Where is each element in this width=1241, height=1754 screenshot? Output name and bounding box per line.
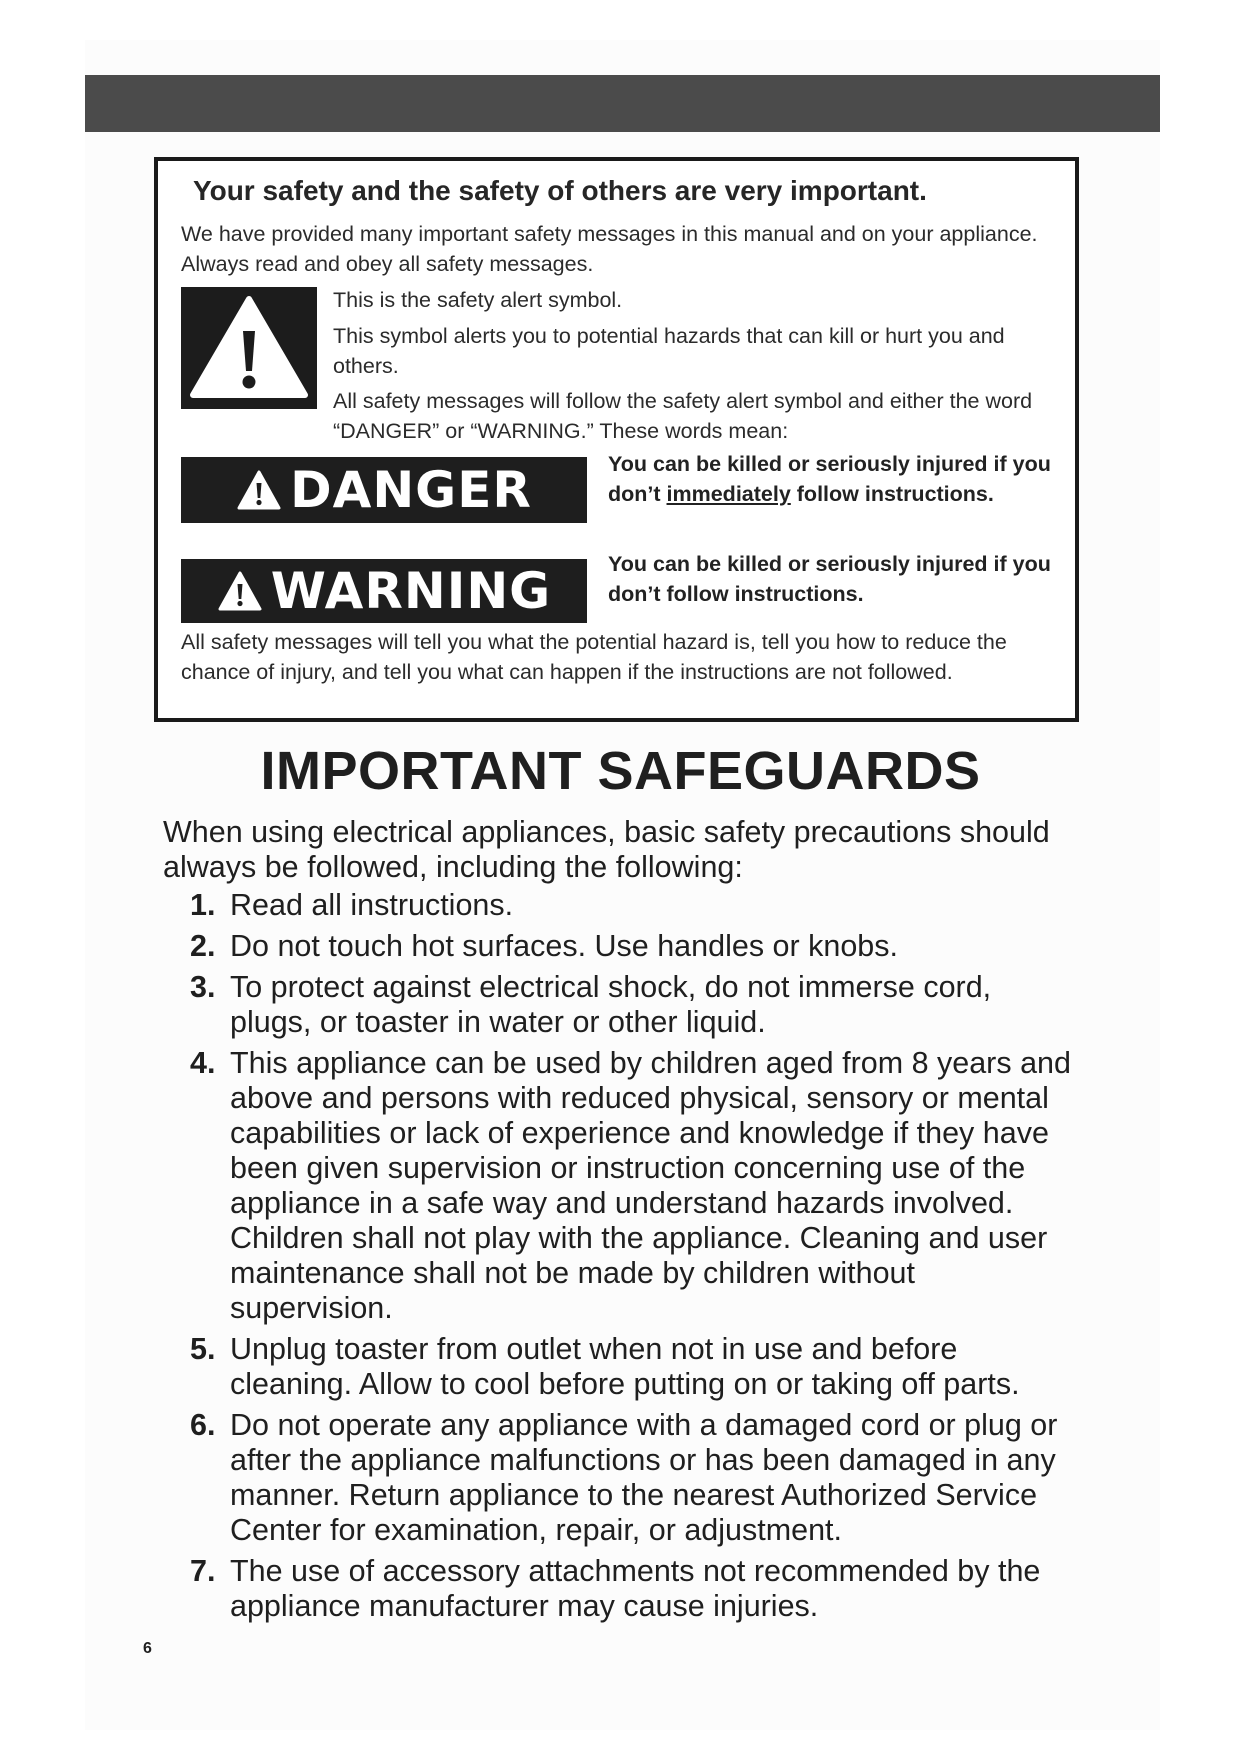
list-item	[190, 1554, 1080, 1624]
safety-outro: All safety messages will tell you what the potential hazard is, tell you how to reduce the chance of injury, and tell you what can happen if the instructions are not followed.	[181, 630, 1007, 684]
danger-banner	[181, 457, 587, 523]
item-number: 1.	[190, 888, 216, 922]
warning-banner	[181, 559, 587, 623]
item-number: 3.	[190, 970, 216, 1004]
safety-info-box	[154, 157, 1079, 722]
safeguards-intro: When using electrical appliances, basic safety precautions should always be followed, including the following:	[163, 815, 1050, 884]
warning-description: You can be killed or seriously injured if you don’t follow instructions.	[608, 552, 1051, 606]
danger-text-start: You can be killed or seriously injured if you don’t	[608, 452, 1051, 506]
item-number: 6.	[190, 1408, 216, 1442]
alert-symbol-line: This is the safety alert symbol.	[333, 288, 623, 312]
item-number: 5.	[190, 1332, 216, 1366]
list-item	[190, 1408, 1080, 1548]
item-text: Read all instructions.	[230, 888, 514, 922]
safety-alert-symbol	[181, 287, 317, 409]
item-text: Unplug toaster from outlet when not in use and before cleaning. Allow to cool before putting on or taking off parts.	[230, 1332, 1020, 1401]
page-number: 6	[143, 1640, 152, 1657]
list-item	[190, 888, 1080, 923]
danger-triangle-icon	[236, 469, 282, 511]
item-text: The use of accessory attachments not recommended by the appliance manufacturer may cause injuries.	[230, 1554, 1041, 1623]
item-number: 4.	[190, 1046, 216, 1080]
item-text: To protect against electrical shock, do not immerse cord, plugs, or toaster in water or other liquid.	[230, 970, 992, 1039]
item-text: Do not operate any appliance with a damaged cord or plug or after the appliance malfunctions or has been damaged in any manner. Return appliance to the nearest Authorized Service Center for examination, repair, or adjustment.	[230, 1408, 1058, 1547]
list-item	[190, 929, 1080, 964]
safety-heading: Your safety and the safety of others are very important.	[193, 175, 927, 206]
alert-explanation: This symbol alerts you to potential hazards that can kill or hurt you and others.	[333, 324, 1005, 378]
warning-label: WARNING	[270, 562, 552, 620]
item-text: This appliance can be used by children aged from 8 years and above and persons with reduced physical, sensory or mental capabilities or lack of experience and knowledge if they have been given supervision or instruction concerning use of the appliance in a safe way and understand hazards involved. Children shall not play with the appliance. Cleaning and user maintenance shall not be made by children without supervision.	[230, 1046, 1071, 1325]
danger-description	[608, 449, 1058, 509]
warning-triangle-icon	[217, 570, 263, 612]
danger-label: DANGER	[290, 461, 532, 519]
item-number: 2.	[190, 929, 216, 963]
safety-intro: We have provided many important safety messages in this manual and on your appliance. Always read and obey all safety messages.	[181, 222, 1038, 276]
item-text: Do not touch hot surfaces. Use handles or knobs.	[230, 929, 898, 963]
list-item	[190, 970, 1080, 1040]
danger-text-emphasis: immediately	[666, 482, 791, 506]
danger-text-end: follow instructions.	[790, 482, 994, 506]
signal-words-explanation: All safety messages will follow the safety alert symbol and either the word “DANGER” or “WARNING.” These words mean:	[333, 389, 1033, 443]
header-bar	[85, 75, 1160, 132]
page-title: IMPORTANT SAFEGUARDS	[260, 741, 981, 801]
item-number: 7.	[190, 1554, 216, 1588]
warning-triangle-icon	[181, 287, 317, 409]
list-item	[190, 1046, 1080, 1326]
safeguards-list	[190, 888, 1080, 1630]
list-item	[190, 1332, 1080, 1402]
